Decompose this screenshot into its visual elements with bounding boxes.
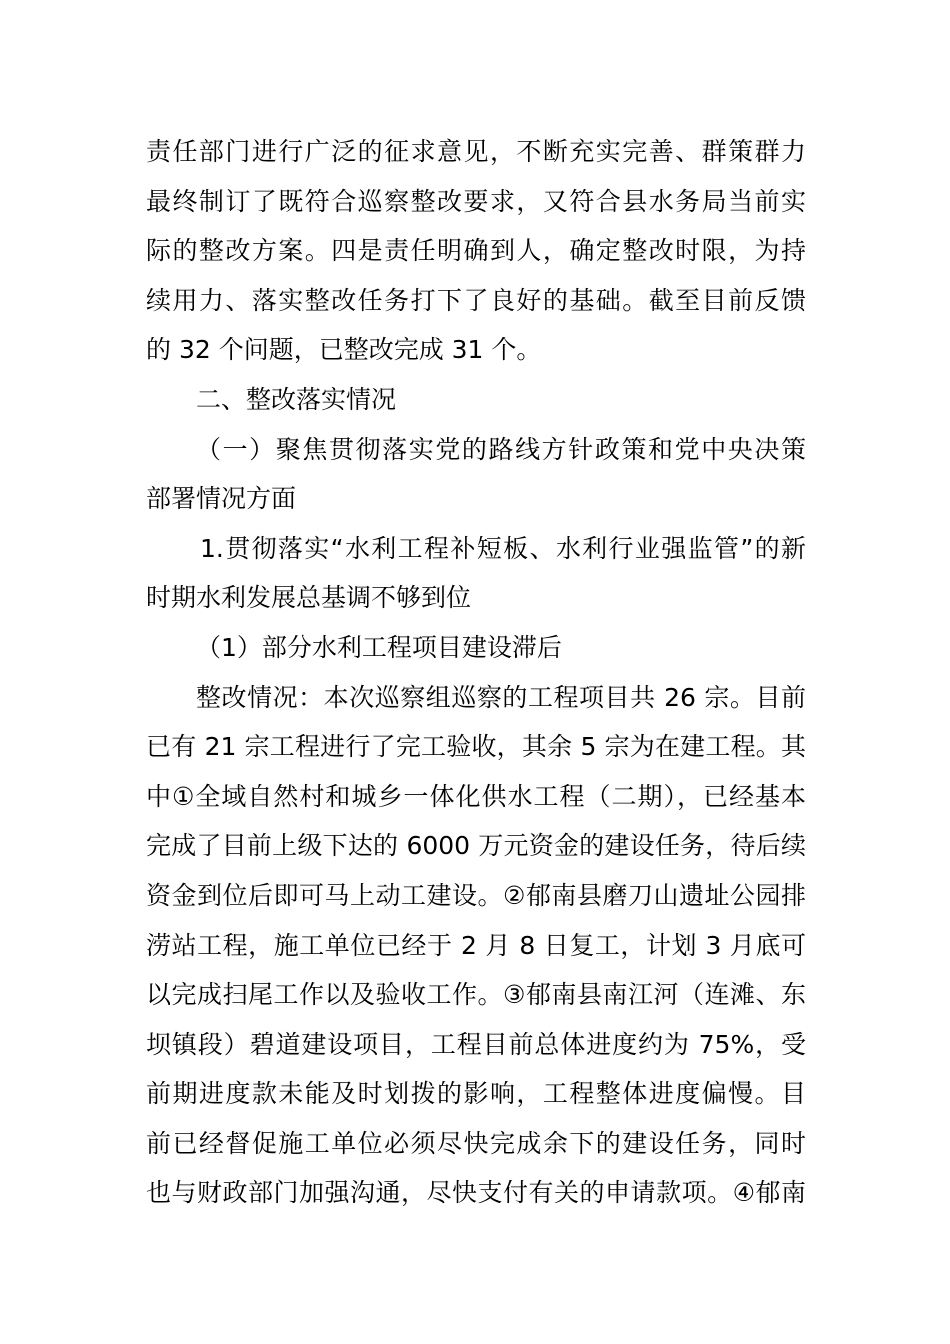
paragraph-line: 坝镇段）碧道建设项目，工程目前总体进度约为 75%，受 — [146, 1029, 806, 1059]
paragraph-line: 际的整改方案。四是责任明确到人，确定整改时限，为持 — [146, 236, 806, 266]
paragraph-line: 涝站工程，施工单位已经于 2 月 8 日复工，计划 3 月底可 — [146, 930, 806, 960]
paragraph-line: 以完成扫尾工作以及验收工作。③郁南县南江河（连滩、东 — [146, 980, 806, 1010]
item-heading: 1.贯彻落实“水利工程补短板、水利行业强监管”的新 — [200, 533, 806, 563]
section-heading: 二、整改落实情况 — [196, 384, 397, 414]
item-heading: 时期水利发展总基调不够到位 — [146, 583, 472, 613]
sub-item-heading: （1）部分水利工程项目建设滞后 — [196, 632, 562, 662]
paragraph-line: 已有 21 宗工程进行了完工验收，其余 5 宗为在建工程。其 — [146, 732, 806, 762]
paragraph-line: 责任部门进行广泛的征求意见，不断充实完善、群策群力 — [146, 137, 806, 166]
paragraph-line: 也与财政部门加强沟通，尽快支付有关的申请款项。④郁南 — [146, 1178, 806, 1208]
document-body — [146, 127, 806, 1218]
paragraph-line: 整改情况：本次巡察组巡察的工程项目共 26 宗。目前 — [196, 682, 806, 712]
paragraph-line: 最终制订了既符合巡察整改要求，又符合县水务局当前实 — [146, 186, 806, 216]
paragraph-line: 完成了目前上级下达的 6000 万元资金的建设任务，待后续 — [146, 831, 806, 861]
paragraph-line: 中①全域自然村和城乡一体化供水工程（二期），已经基本 — [146, 781, 806, 811]
paragraph-line: 前已经督促施工单位必须尽快完成余下的建设任务，同时 — [146, 1128, 806, 1158]
subsection-heading: 部署情况方面 — [146, 484, 297, 514]
paragraph-line: 资金到位后即可马上动工建设。②郁南县磨刀山遗址公园排 — [146, 880, 806, 910]
subsection-heading: （一）聚焦贯彻落实党的路线方针政策和党中央决策 — [196, 434, 806, 464]
paragraph-line: 的 32 个问题，已整改完成 31 个。 — [146, 335, 542, 365]
paragraph-line: 前期进度款未能及时划拨的影响，工程整体进度偏慢。目 — [146, 1079, 806, 1109]
paragraph-line: 续用力、落实整改任务打下了良好的基础。截至目前反馈 — [146, 285, 806, 315]
